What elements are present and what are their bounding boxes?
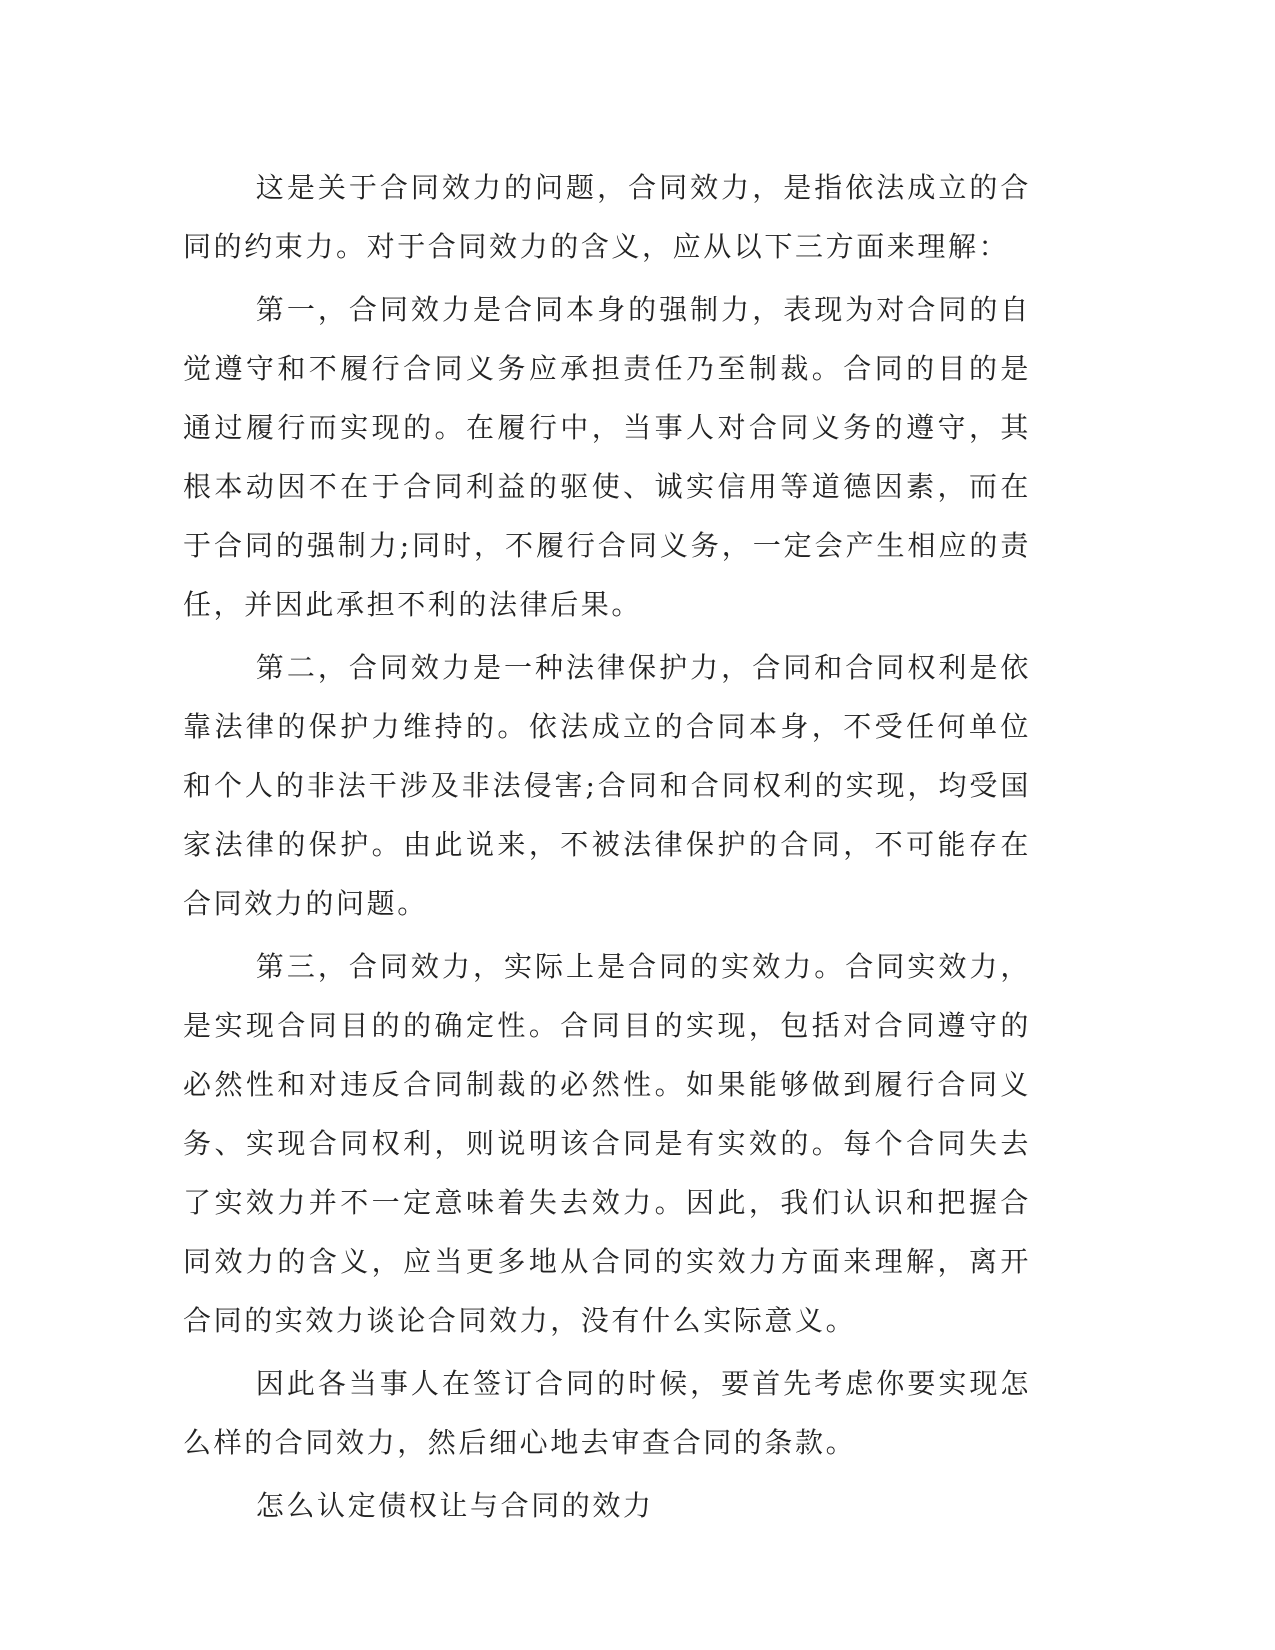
- paragraph-conclusion: 因此各当事人在签订合同的时候，要首先考虑你要实现怎么样的合同效力，然后细心地去审查合同的条款。: [183, 1367, 1031, 1459]
- paragraph-second-point: 第二，合同效力是一种法律保护力，合同和合同权利是依靠法律的保护力维持的。依法成立的合同本身，不受任何单位和个人的非法干涉及非法侵害;合同和合同权利的实现，均受国家法律的保护。由此说来，不被法律保护的合同，不可能存在合同效力的问题。: [183, 651, 1031, 920]
- paragraph-third-point: 第三，合同效力，实际上是合同的实效力。合同实效力，是实现合同目的的确定性。合同目的实现，包括对合同遵守的必然性和对违反合同制裁的必然性。如果能够做到履行合同义务、实现合同权利，则说明该合同是有实效的。每个合同失去了实效力并不一定意味着失去效力。因此，我们认识和把握合同效力的含义，应当更多地从合同的实效力方面来理解，离开合同的实效力谈论合同效力，没有什么实际意义。: [183, 950, 1031, 1337]
- section-heading: 怎么认定债权让与合同的效力: [255, 1489, 654, 1522]
- document-body: [183, 158, 1031, 1539]
- paragraph-first-point: 第一，合同效力是合同本身的强制力，表现为对合同的自觉遵守和不履行合同义务应承担责任乃至制裁。合同的目的是通过履行而实现的。在履行中，当事人对合同义务的遵守，其根本动因不在于合同利益的驱使、诚实信用等道德因素，而在于合同的强制力;同时，不履行合同义务，一定会产生相应的责任，并因此承担不利的法律后果。: [183, 293, 1031, 621]
- paragraph-intro: 这是关于合同效力的问题，合同效力，是指依法成立的合同的约束力。对于合同效力的含义，应从以下三方面来理解：: [183, 171, 1031, 263]
